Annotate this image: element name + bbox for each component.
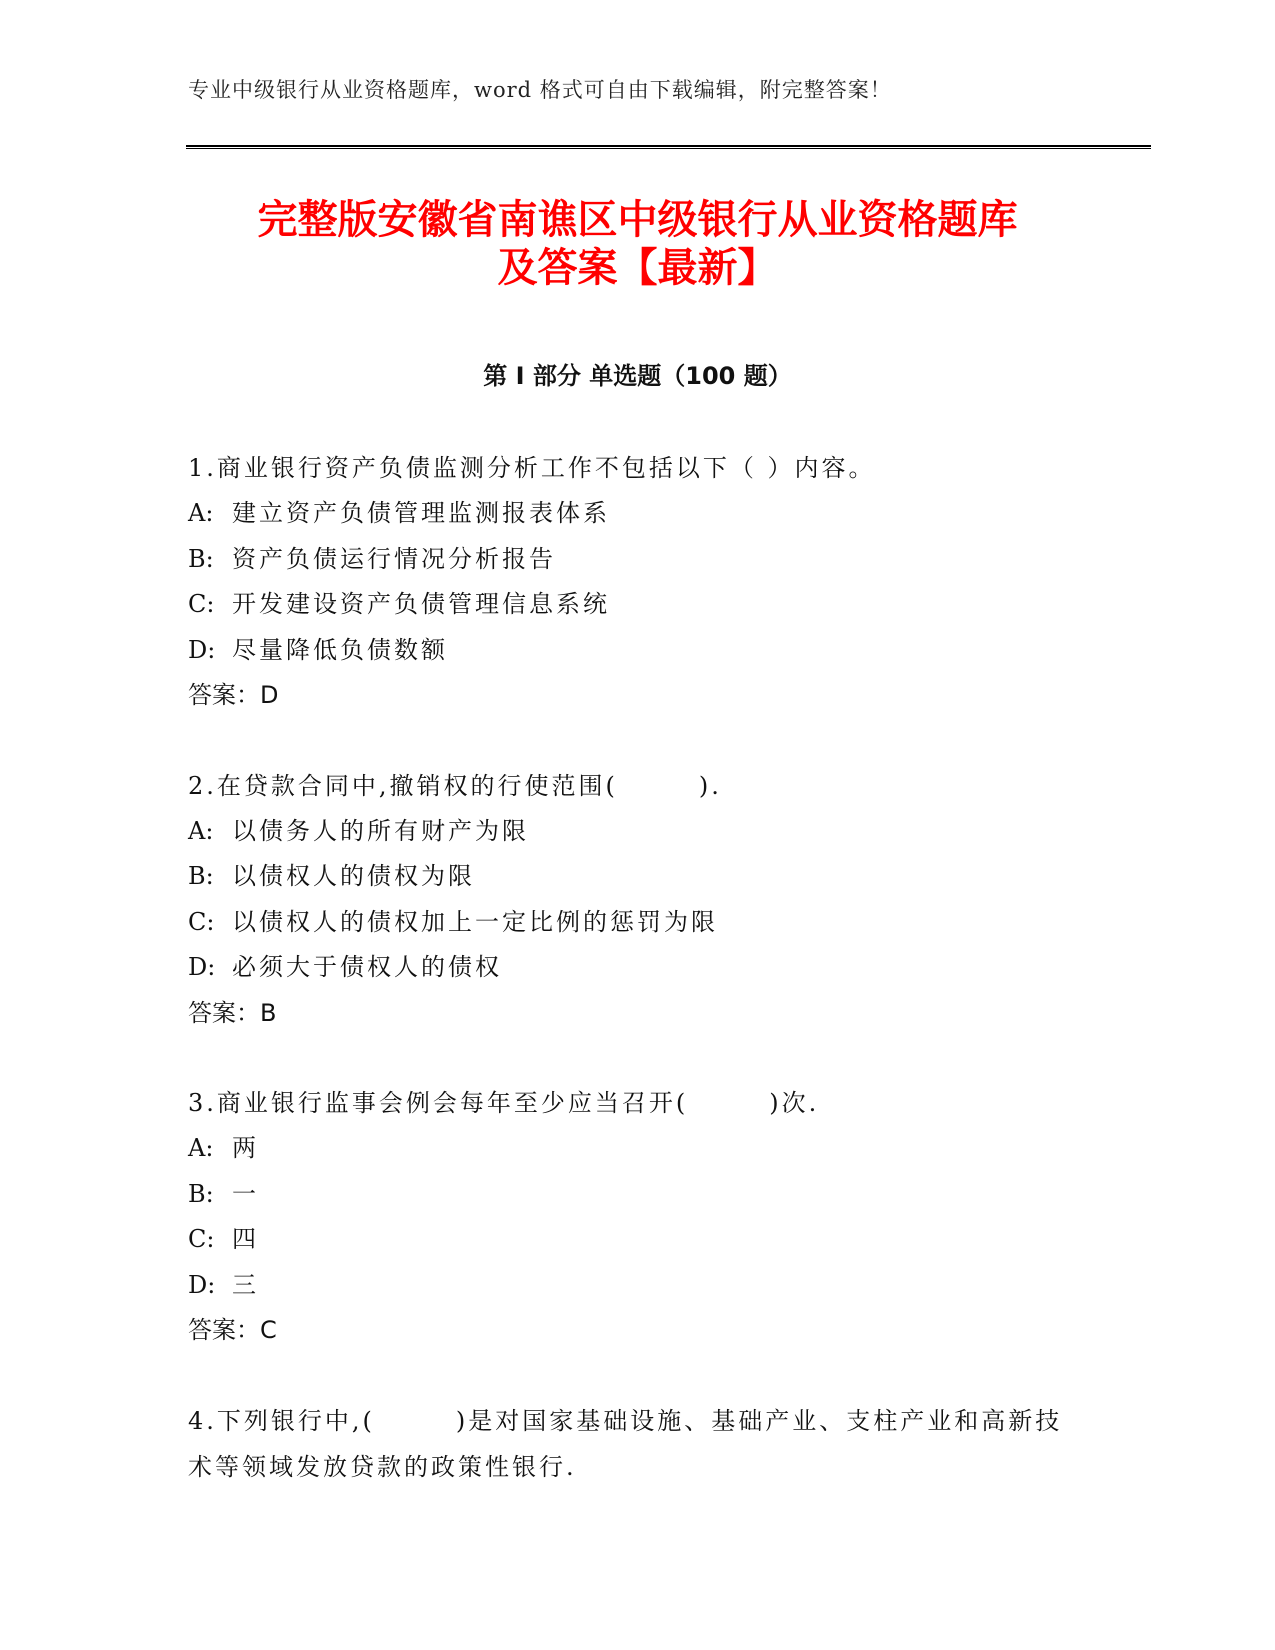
option-letter: C: bbox=[188, 907, 215, 936]
option-letter: A: bbox=[188, 816, 214, 845]
option-text: 以债务人的所有财产为限 bbox=[232, 816, 529, 845]
document-title bbox=[150, 196, 1125, 292]
option-text: 三 bbox=[232, 1270, 259, 1299]
option-text: 开发建设资产负债管理信息系统 bbox=[232, 590, 610, 618]
option-letter: B: bbox=[188, 862, 214, 890]
option-letter: D: bbox=[188, 953, 216, 981]
question-stem: 4.下列银行中,( )是对国家基础设施、基础产业、支柱产业和高新技术等领域发放贷款的政策性银行. bbox=[188, 1406, 1063, 1481]
option-d bbox=[188, 628, 1068, 674]
section-title: 第 I 部分 单选题（100 题） bbox=[483, 362, 792, 390]
answer-line: 答案：C bbox=[188, 1316, 277, 1344]
header-divider bbox=[186, 145, 1151, 149]
option-text: 建立资产负债管理监测报表体系 bbox=[232, 499, 610, 527]
option-d bbox=[188, 1263, 1068, 1309]
question-1 bbox=[188, 445, 1068, 719]
option-text: 尽量降低负债数额 bbox=[232, 635, 448, 664]
option-letter: D: bbox=[188, 635, 216, 664]
option-letter: A: bbox=[188, 499, 214, 527]
option-b bbox=[188, 1172, 1068, 1218]
option-text: 以债权人的债权为限 bbox=[232, 862, 475, 890]
question-list bbox=[188, 445, 1068, 1534]
option-letter: B: bbox=[188, 544, 214, 573]
option-text: 资产负债运行情况分析报告 bbox=[232, 544, 556, 573]
option-letter: A: bbox=[188, 1134, 214, 1162]
document-title-line-2: 及答案【最新】 bbox=[497, 245, 778, 291]
option-text: 四 bbox=[232, 1225, 259, 1253]
question-stem: 2.在贷款合同中,撤销权的行使范围( ). bbox=[188, 771, 722, 800]
option-b bbox=[188, 854, 1068, 900]
option-letter: C: bbox=[188, 1225, 215, 1253]
answer-line: 答案：D bbox=[188, 681, 279, 709]
question-stem: 3.商业银行监事会例会每年至少应当召开( )次. bbox=[188, 1089, 820, 1117]
option-letter: D: bbox=[188, 1270, 216, 1299]
document-title-line-1: 完整版安徽省南谯区中级银行从业资格题库 bbox=[257, 197, 1018, 243]
question-4 bbox=[188, 1398, 1068, 1490]
page-header: 专业中级银行从业资格题库，word 格式可自由下载编辑，附完整答案！ bbox=[188, 78, 892, 102]
question-3 bbox=[188, 1080, 1068, 1354]
option-text: 必须大于债权人的债权 bbox=[232, 953, 502, 981]
option-c bbox=[188, 582, 1068, 628]
option-letter: C: bbox=[188, 590, 215, 618]
option-text: 以债权人的债权加上一定比例的惩罚为限 bbox=[232, 907, 718, 936]
option-a bbox=[188, 809, 1068, 855]
option-letter: B: bbox=[188, 1179, 214, 1208]
option-text: 两 bbox=[232, 1134, 259, 1162]
option-c bbox=[188, 900, 1068, 946]
option-a bbox=[188, 1126, 1068, 1172]
option-d bbox=[188, 945, 1068, 991]
option-text: 一 bbox=[232, 1179, 259, 1208]
question-2 bbox=[188, 763, 1068, 1037]
option-b bbox=[188, 537, 1068, 583]
answer-line: 答案：B bbox=[188, 998, 277, 1027]
option-c bbox=[188, 1217, 1068, 1263]
question-stem: 1.商业银行资产负债监测分析工作不包括以下（ ）内容。 bbox=[188, 454, 876, 482]
option-a bbox=[188, 491, 1068, 537]
